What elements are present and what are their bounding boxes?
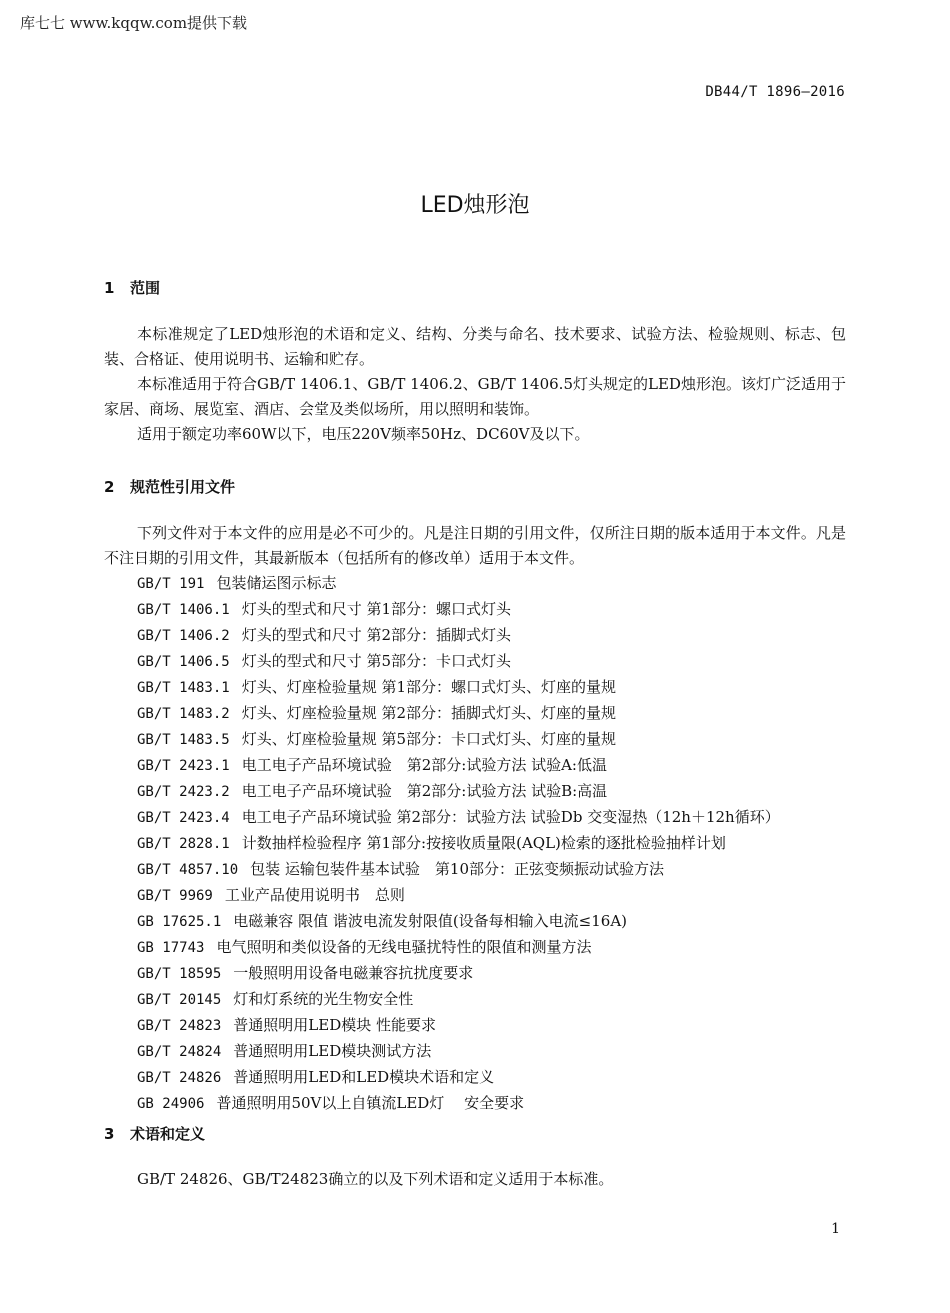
reference-code: GB/T 2423.1 — [137, 758, 230, 774]
reference-title: 普通照明用LED模块 性能要求 — [233, 1016, 437, 1034]
reference-item — [137, 805, 780, 831]
reference-item — [137, 1065, 780, 1091]
scope-paragraph: 适用于额定功率60W以下，电压220V频率50Hz、DC60V及以下。 — [137, 425, 590, 443]
reference-code: GB/T 1406.1 — [137, 602, 230, 618]
page-number: 1 — [831, 1221, 840, 1237]
references-intro-paragraph: 下列文件对于本文件的应用是必不可少的。凡是注日期的引用文件，仅所注日期的版本适用于本文件。凡是不注日期的引用文件，其最新版本（包括所有的修改单）适用于本文件。 — [104, 524, 846, 567]
reference-item — [137, 1039, 780, 1065]
section-heading-normative-references — [104, 476, 235, 497]
reference-item — [137, 623, 780, 649]
reference-item — [137, 961, 780, 987]
reference-title: 一般照明用设备电磁兼容抗扰度要求 — [233, 964, 474, 982]
section-number: 3 — [104, 1125, 115, 1143]
reference-code: GB/T 1483.2 — [137, 706, 230, 722]
reference-title: 灯头的型式和尺寸 第5部分：卡口式灯头 — [241, 652, 512, 670]
reference-item — [137, 987, 780, 1013]
reference-code: GB/T 24826 — [137, 1070, 222, 1086]
reference-code: GB/T 191 — [137, 576, 205, 592]
reference-item — [137, 883, 780, 909]
standard-code: DB44/T 1896—2016 — [705, 84, 845, 100]
reference-title: 灯头、灯座检验量规 第5部分：卡口式灯头、灯座的量规 — [241, 730, 617, 748]
reference-title: 电气照明和类似设备的无线电骚扰特性的限值和测量方法 — [216, 938, 592, 956]
reference-code: GB/T 24823 — [137, 1018, 222, 1034]
reference-item — [137, 935, 780, 961]
reference-code: GB/T 2423.2 — [137, 784, 230, 800]
reference-item — [137, 649, 780, 675]
reference-item — [137, 753, 780, 779]
terms-intro-paragraph: GB/T 24826、GB/T24823确立的以及下列术语和定义适用于本标准。 — [137, 1170, 614, 1188]
reference-title: 电工电子产品环境试验 第2部分:试验方法 试验A:低温 — [241, 756, 607, 774]
reference-code: GB 24906 — [137, 1096, 205, 1112]
reference-item — [137, 1091, 780, 1117]
reference-title: 电工电子产品环境试验 第2部分：试验方法 试验Db 交变湿热（12h＋12h循环） — [241, 808, 780, 826]
reference-code: GB/T 1406.2 — [137, 628, 230, 644]
reference-code: GB/T 2828.1 — [137, 836, 230, 852]
reference-code: GB 17743 — [137, 940, 205, 956]
section-heading-terms — [104, 1123, 205, 1144]
reference-title: 普通照明用LED和LED模块术语和定义 — [233, 1068, 495, 1086]
section-number: 1 — [104, 279, 115, 297]
reference-title: 普通照明用LED模块测试方法 — [233, 1042, 432, 1060]
reference-title: 电工电子产品环境试验 第2部分:试验方法 试验B:高温 — [241, 782, 608, 800]
reference-item — [137, 597, 780, 623]
reference-code: GB/T 18595 — [137, 966, 222, 982]
section-title: 规范性引用文件 — [130, 478, 236, 496]
reference-title: 包装储运图示标志 — [216, 574, 337, 592]
scope-paragraph: 本标准适用于符合GB/T 1406.1、GB/T 1406.2、GB/T 1406.5灯头规定的LED烛形泡。该灯广泛适用于家居、商场、展览室、酒店、会堂及类似场所，用以照明和装饰。 — [104, 375, 846, 418]
reference-item — [137, 701, 780, 727]
section-title: 术语和定义 — [130, 1125, 206, 1143]
reference-title: 电磁兼容 限值 谐波电流发射限值(设备每相输入电流≤16A) — [233, 912, 628, 930]
reference-item — [137, 675, 780, 701]
reference-title: 包装 运输包装件基本试验 第10部分：正弦变频振动试验方法 — [250, 860, 665, 878]
reference-title: 灯头、灯座检验量规 第1部分：螺口式灯头、灯座的量规 — [241, 678, 617, 696]
reference-code: GB/T 1406.5 — [137, 654, 230, 670]
reference-title: 灯头的型式和尺寸 第1部分：螺口式灯头 — [241, 600, 512, 618]
reference-item — [137, 831, 780, 857]
reference-item — [137, 779, 780, 805]
section-heading-scope — [104, 277, 160, 298]
watermark-text: 库七七 www.kqqw.com提供下载 — [20, 14, 248, 32]
reference-item — [137, 857, 780, 883]
reference-title: 工业产品使用说明书 总则 — [224, 886, 405, 904]
reference-code: GB/T 20145 — [137, 992, 222, 1008]
section-title: 范围 — [130, 279, 161, 297]
reference-title: 灯和灯系统的光生物安全性 — [233, 990, 414, 1008]
page-title: LED烛形泡 — [420, 193, 530, 218]
reference-item — [137, 727, 780, 753]
reference-code: GB/T 2423.4 — [137, 810, 230, 826]
reference-code: GB/T 4857.10 — [137, 862, 239, 878]
reference-title: 计数抽样检验程序 第1部分:按接收质量限(AQL)检索的逐批检验抽样计划 — [241, 834, 726, 852]
reference-code: GB/T 9969 — [137, 888, 213, 904]
reference-title: 灯头的型式和尺寸 第2部分：插脚式灯头 — [241, 626, 512, 644]
reference-code: GB 17625.1 — [137, 914, 222, 930]
reference-code: GB/T 1483.5 — [137, 732, 230, 748]
reference-code: GB/T 1483.1 — [137, 680, 230, 696]
reference-list — [137, 571, 780, 1117]
reference-title: 灯头、灯座检验量规 第2部分：插脚式灯头、灯座的量规 — [241, 704, 617, 722]
reference-item — [137, 571, 780, 597]
reference-item — [137, 909, 780, 935]
reference-code: GB/T 24824 — [137, 1044, 222, 1060]
section-number: 2 — [104, 478, 115, 496]
scope-paragraph: 本标准规定了LED烛形泡的术语和定义、结构、分类与命名、技术要求、试验方法、检验规则、标志、包装、合格证、使用说明书、运输和贮存。 — [104, 325, 846, 368]
reference-title: 普通照明用50V以上自镇流LED灯 安全要求 — [216, 1094, 525, 1112]
reference-item — [137, 1013, 780, 1039]
